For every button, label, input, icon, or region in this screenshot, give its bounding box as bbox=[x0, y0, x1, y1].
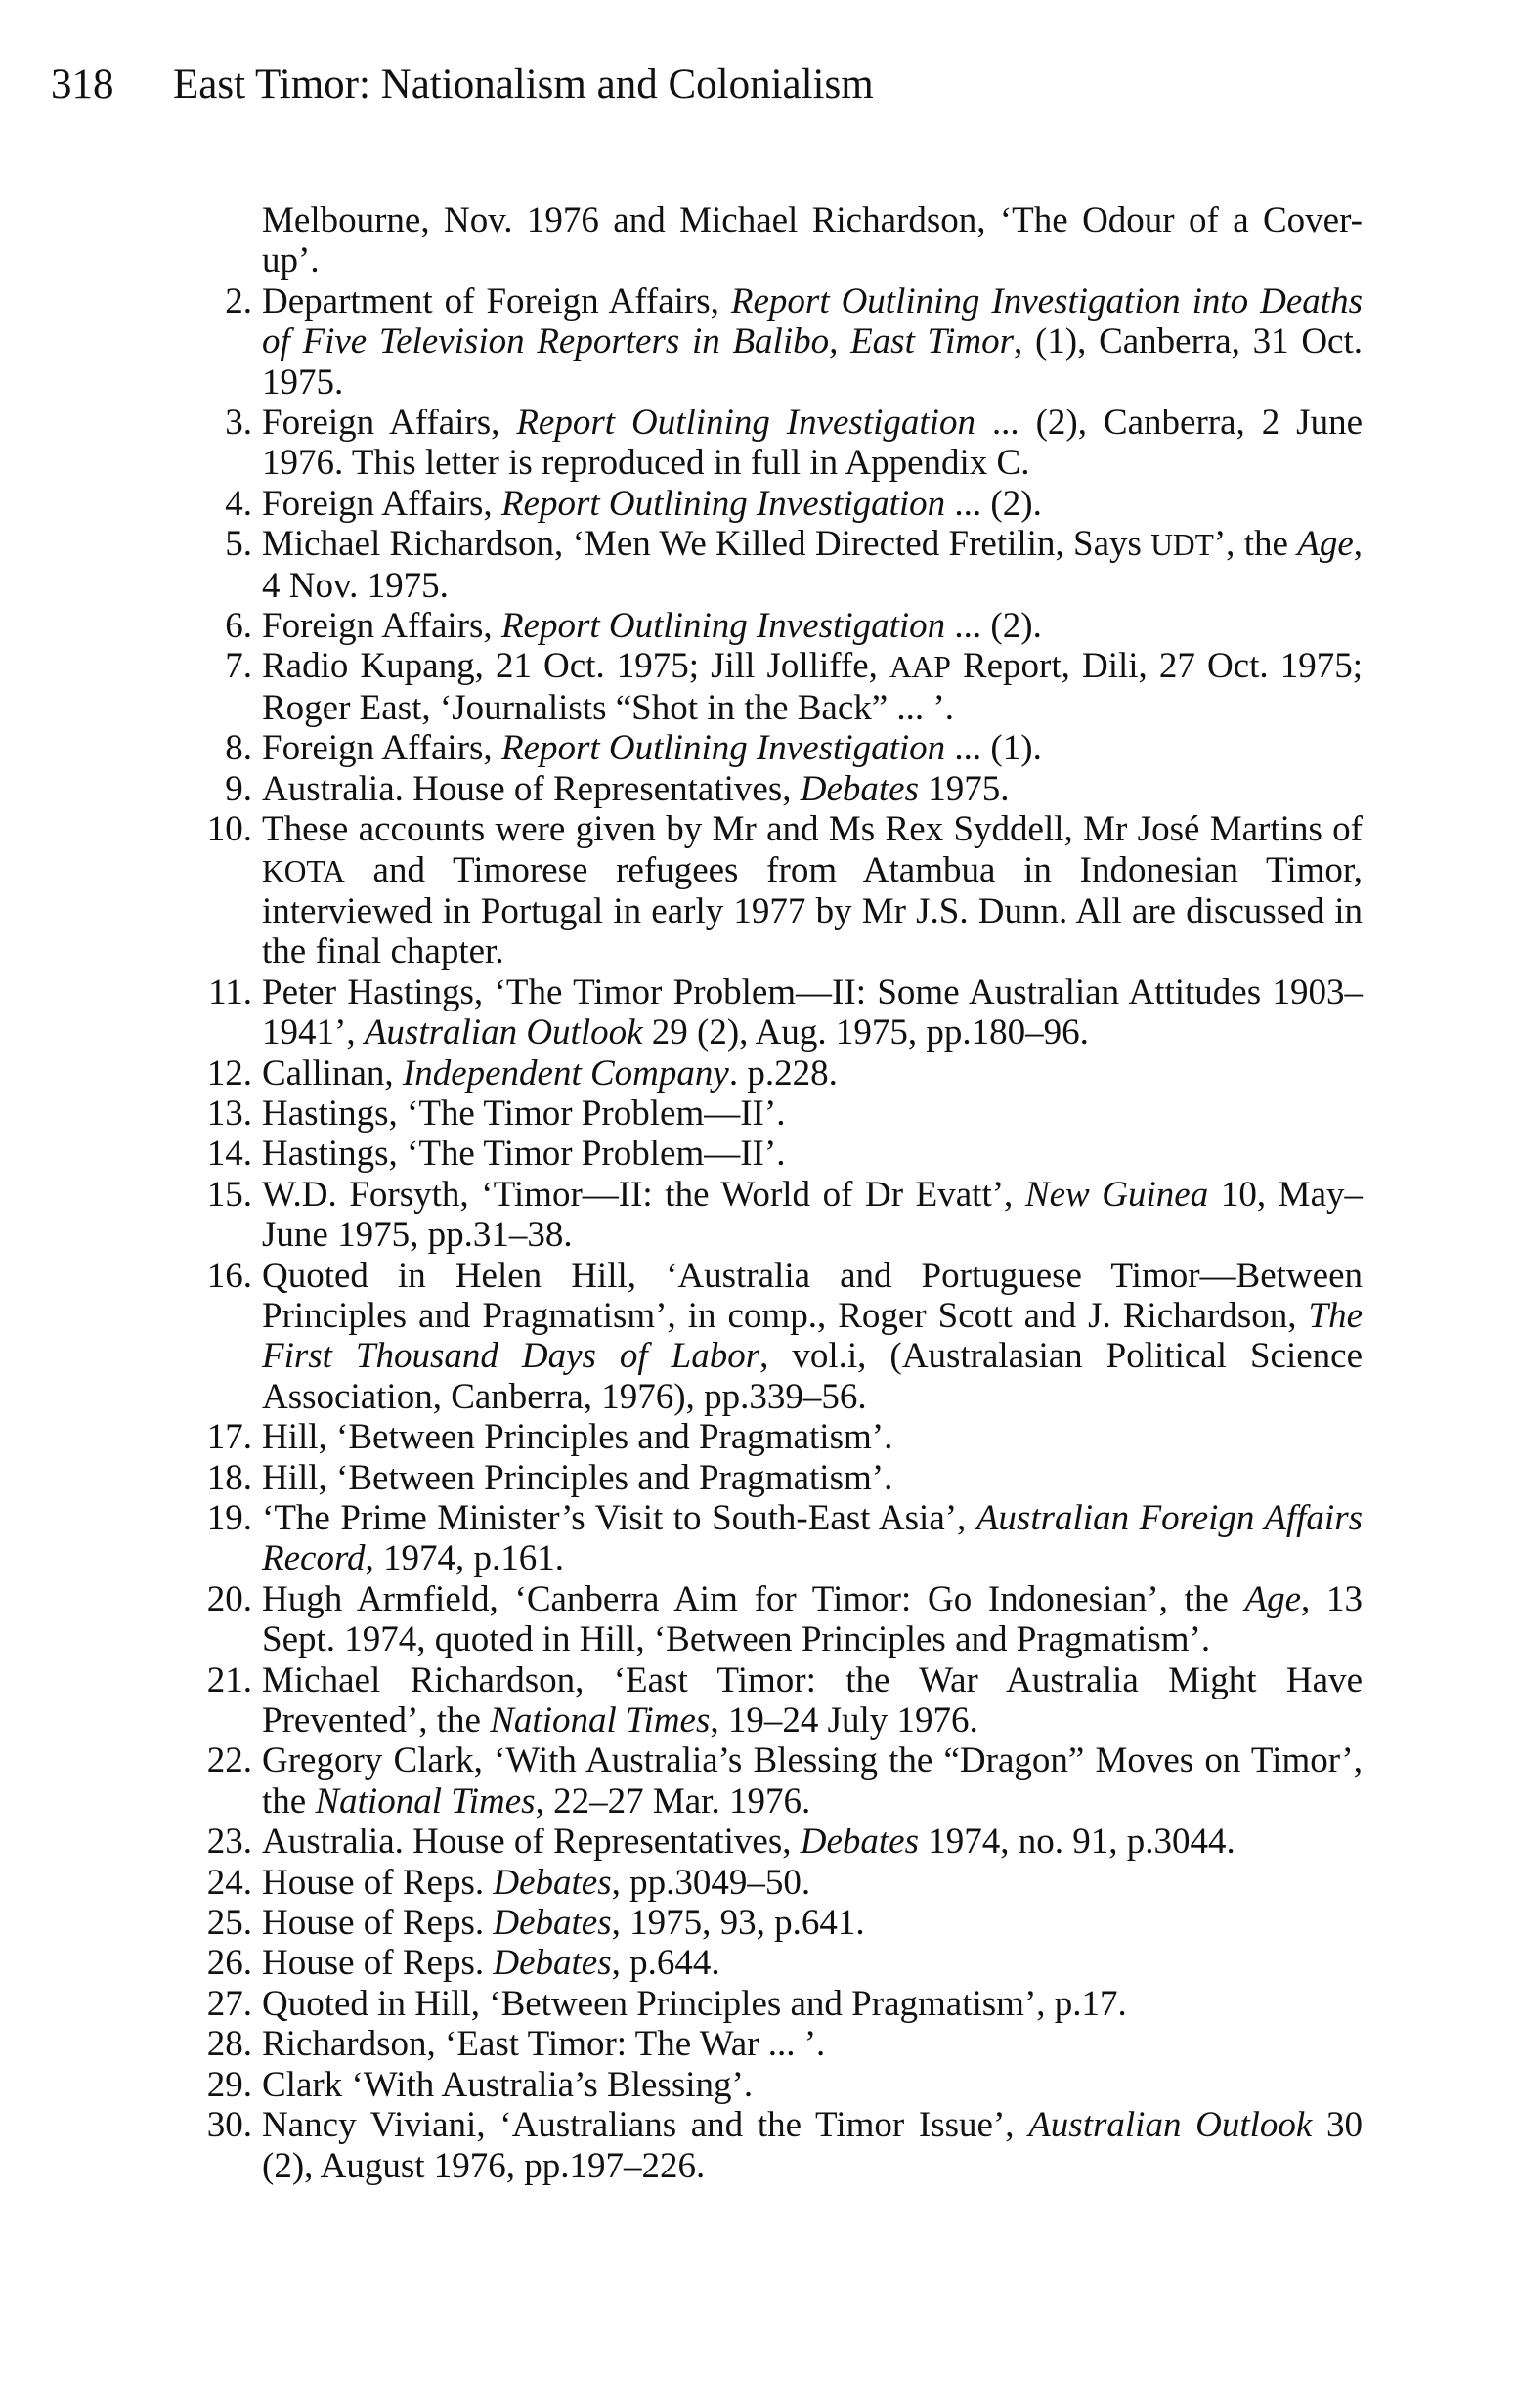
endnote-fragment: , vol.i, (Australasian Political Science Association, Canberra, 1976), pp.339–56. bbox=[262, 1336, 1363, 1417]
endnote-number: 5. bbox=[225, 524, 252, 565]
endnote-text bbox=[262, 1256, 1363, 1418]
endnote bbox=[137, 2024, 1363, 2064]
endnote-text bbox=[262, 1863, 1363, 1903]
endnote-fragment: 1974, no. 91, p.3044. bbox=[919, 1822, 1235, 1863]
endnote-fragment: These accounts were given by Mr and Ms Rex Syddell, Mr José Martins of bbox=[262, 809, 1363, 850]
italic-title: Australian Outlook bbox=[1028, 2105, 1313, 2146]
endnote-text bbox=[262, 1175, 1363, 1256]
italic-title: National Times bbox=[490, 1700, 711, 1742]
endnote-fragment: Department of Foreign Affairs, bbox=[262, 280, 731, 322]
endnote bbox=[137, 403, 1363, 484]
endnote-fragment: Australia. House of Representatives, bbox=[262, 1822, 801, 1863]
endnote-number: 18. bbox=[206, 1457, 252, 1498]
italic-title: Report Outlining Investigation bbox=[516, 403, 975, 444]
endnote-fragment: Quoted in Helen Hill, ‘Australia and Portuguese Timor—Between Principles and Pragmatism’, in comp., Roger Scott and J. Richardson, bbox=[262, 1255, 1363, 1336]
endnote-fragment: , 13 Sept. 1974, quoted in Hill, ‘Between Principles and Pragmatism’. bbox=[262, 1578, 1364, 1660]
endnote-fragment: , pp.3049–50. bbox=[611, 1862, 811, 1903]
endnote-fragment: AAP bbox=[889, 650, 951, 685]
endnote bbox=[137, 1741, 1363, 1822]
endnote bbox=[137, 1175, 1363, 1256]
endnote bbox=[137, 1134, 1363, 1174]
endnote-fragment: , 1975, 93, p.641. bbox=[611, 1903, 865, 1944]
endnote bbox=[137, 606, 1363, 646]
italic-title: Debates bbox=[493, 1862, 612, 1903]
endnote-fragment: 1975. bbox=[919, 768, 1010, 809]
endnote-fragment: Hill, ‘Between Principles and Pragmatism’. bbox=[262, 1457, 893, 1498]
endnote-number: 21. bbox=[206, 1659, 252, 1700]
running-title: East Timor: Nationalism and Colonialism bbox=[173, 62, 874, 108]
italic-title: Report Outlining Investigation bbox=[500, 728, 946, 769]
endnote-fragment: Hugh Armfield, ‘Canberra Aim for Timor: Go Indonesian’, the bbox=[262, 1578, 1245, 1619]
endnote-number: 14. bbox=[206, 1134, 252, 1175]
endnote-fragment: ... (1). bbox=[945, 728, 1042, 769]
endnote-text bbox=[262, 972, 1363, 1054]
endnote-text bbox=[262, 809, 1363, 972]
endnote-fragment: Quoted in Hill, ‘Between Principles and Pragmatism’, p.17. bbox=[262, 1983, 1127, 2024]
endnote-fragment: House of Reps. bbox=[262, 1903, 494, 1944]
endnote-number: 12. bbox=[206, 1053, 252, 1094]
endnote-number: 29. bbox=[206, 2064, 252, 2105]
endnote-fragment: Hastings, ‘The Timor Problem—II’. bbox=[262, 1093, 786, 1134]
endnote-text bbox=[262, 1094, 1363, 1134]
endnote-fragment: Melbourne, Nov. 1976 and Michael Richardson, ‘The Odour of a Cover-up’. bbox=[262, 200, 1363, 281]
endnote-text bbox=[262, 281, 1363, 403]
endnote bbox=[137, 524, 1363, 606]
endnote-number: 20. bbox=[206, 1578, 252, 1619]
endnote-text bbox=[262, 1741, 1363, 1822]
italic-title: Report Outlining Investigation bbox=[500, 483, 946, 524]
endnote-fragment: Report, Dili, 27 Oct. 1975; Roger East, ‘Journalists “Shot in the Back” ... ’. bbox=[262, 646, 1363, 728]
endnote-number: 16. bbox=[206, 1255, 252, 1296]
endnote bbox=[137, 1579, 1363, 1660]
endnote-fragment: 29 (2), Aug. 1975, pp.180–96. bbox=[642, 1012, 1089, 1054]
endnote-fragment: Michael Richardson, ‘Men We Killed Directed Fretilin, Says bbox=[262, 524, 1151, 565]
endnote bbox=[137, 769, 1363, 809]
endnote-fragment: ’, the bbox=[1213, 524, 1298, 565]
italic-title: Age bbox=[1244, 1578, 1302, 1619]
endnote bbox=[137, 1822, 1363, 1862]
endnote-number: 25. bbox=[206, 1903, 252, 1944]
endnote-fragment: House of Reps. bbox=[262, 1943, 494, 1984]
endnote-number: 28. bbox=[206, 2024, 252, 2065]
endnote-number: 11. bbox=[208, 971, 252, 1012]
italic-title: Australian Outlook bbox=[364, 1012, 643, 1054]
endnote bbox=[137, 1943, 1363, 1983]
endnote bbox=[137, 281, 1363, 403]
endnote-text bbox=[262, 1134, 1363, 1174]
endnote-text bbox=[262, 606, 1363, 646]
italic-title: Age bbox=[1297, 524, 1354, 565]
endnote-text bbox=[262, 484, 1363, 524]
endnote-number: 17. bbox=[206, 1417, 252, 1458]
endnote-text bbox=[262, 646, 1363, 728]
endnote-fragment: , p.644. bbox=[611, 1943, 720, 1984]
endnote-fragment: Clark ‘With Australia’s Blessing’. bbox=[262, 2064, 754, 2105]
endnote-text bbox=[262, 1498, 1363, 1579]
endnote-number: 19. bbox=[206, 1498, 252, 1538]
endnote-fragment: . p.228. bbox=[728, 1053, 838, 1094]
endnote-fragment: Callinan, bbox=[262, 1053, 403, 1094]
endnote-fragment: ‘The Prime Minister’s Visit to South-East Asia’, bbox=[262, 1498, 976, 1538]
endnote-fragment: Australia. House of Representatives, bbox=[262, 768, 801, 809]
endnote-fragment: 10, May–June 1975, pp.31–38. bbox=[262, 1174, 1363, 1256]
endnote-fragment: Hill, ‘Between Principles and Pragmatism’. bbox=[262, 1417, 893, 1458]
endnote-fragment: Michael Richardson, ‘East Timor: the War Australia Might Have Prevented’, the bbox=[262, 1659, 1363, 1742]
endnote-number: 7. bbox=[225, 646, 252, 687]
page-number: 318 bbox=[51, 62, 114, 108]
endnote-text bbox=[262, 1903, 1363, 1943]
endnote bbox=[137, 972, 1363, 1054]
endnote bbox=[137, 1984, 1363, 2024]
endnote-text bbox=[262, 1054, 1363, 1094]
endnote bbox=[137, 1863, 1363, 1903]
endnote-text bbox=[262, 728, 1363, 768]
endnote-fragment: , 19–24 July 1976. bbox=[710, 1700, 978, 1742]
endnote-number: 3. bbox=[225, 403, 252, 444]
running-head bbox=[51, 59, 874, 111]
endnote-text bbox=[262, 1660, 1363, 1742]
endnote bbox=[137, 484, 1363, 524]
endnote-fragment: Richardson, ‘East Timor: The War ... ’. bbox=[262, 2024, 826, 2065]
endnote bbox=[137, 1094, 1363, 1134]
endnote bbox=[137, 1417, 1363, 1457]
endnote-fragment: ... (2). bbox=[945, 483, 1042, 524]
italic-title: Report Outlining Investigation bbox=[500, 606, 946, 647]
endnote-fragment: Foreign Affairs, bbox=[262, 728, 501, 769]
italic-title: Australian Foreign Affairs Record bbox=[262, 1498, 1363, 1579]
endnote-number: 26. bbox=[206, 1943, 252, 1984]
endnote bbox=[137, 1458, 1363, 1498]
endnote-fragment: , 1974, p.161. bbox=[365, 1538, 564, 1579]
italic-title: Debates bbox=[493, 1903, 612, 1944]
endnote-number: 23. bbox=[206, 1822, 252, 1863]
endnote-fragment: and Timorese refugees from Atambua in Indonesian Timor, interviewed in Portugal in early 1977 by Mr J.S. Dunn. All are discussed in the final chapter. bbox=[262, 849, 1363, 972]
endnote-fragment: Nancy Viviani, ‘Australians and the Timor Issue’, bbox=[262, 2105, 1029, 2146]
endnote-number: 6. bbox=[225, 606, 252, 647]
endnote-fragment: Gregory Clark, ‘With Australia’s Blessing the “Dragon” Moves on Timor’, the bbox=[262, 1741, 1363, 1822]
endnote bbox=[137, 1660, 1363, 1742]
endnote bbox=[137, 2105, 1363, 2186]
endnote-text bbox=[262, 2024, 1363, 2064]
endnote-fragment: ... (2). bbox=[945, 606, 1042, 647]
endnote-number: 15. bbox=[206, 1174, 252, 1215]
endnote-number: 10. bbox=[206, 809, 252, 850]
endnote-fragment: W.D. Forsyth, ‘Timor—II: the World of Dr Evatt’, bbox=[262, 1174, 1025, 1215]
endnote-number: 9. bbox=[225, 768, 252, 809]
endnote bbox=[137, 1054, 1363, 1094]
endnote-text bbox=[262, 524, 1363, 606]
endnote bbox=[137, 809, 1363, 972]
endnote-number: 30. bbox=[206, 2105, 252, 2146]
italic-title: National Times bbox=[315, 1781, 536, 1822]
endnote-fragment: Radio Kupang, 21 Oct. 1975; Jill Jolliffe, bbox=[262, 646, 889, 687]
endnote-number: 24. bbox=[206, 1862, 252, 1903]
endnote-text bbox=[262, 403, 1363, 484]
endnote-text bbox=[262, 2105, 1363, 2186]
endnote bbox=[137, 2065, 1363, 2105]
endnote bbox=[137, 728, 1363, 768]
endnote-fragment: , 22–27 Mar. 1976. bbox=[535, 1781, 811, 1822]
endnote bbox=[137, 1256, 1363, 1418]
endnote-fragment: ... (2), Canberra, 2 June 1976. This letter is reproduced in full in Appendix C. bbox=[262, 403, 1363, 484]
italic-title: Debates bbox=[800, 768, 919, 809]
endnote-fragment: House of Reps. bbox=[262, 1862, 494, 1903]
endnote-text bbox=[262, 769, 1363, 809]
endnote-number: 22. bbox=[206, 1741, 252, 1782]
endnote-number: 13. bbox=[206, 1093, 252, 1134]
endnote-text bbox=[262, 1822, 1363, 1862]
endnote-text bbox=[262, 1984, 1363, 2024]
endnote-fragment: UDT bbox=[1150, 528, 1214, 563]
endnote bbox=[137, 1903, 1363, 1943]
endnote-number: 27. bbox=[206, 1983, 252, 2024]
endnote-number: 4. bbox=[225, 483, 252, 524]
italic-title: Independent Company bbox=[402, 1053, 729, 1094]
italic-title: Debates bbox=[493, 1943, 612, 1984]
endnote-text bbox=[262, 1579, 1363, 1660]
endnote-number: 2. bbox=[225, 280, 252, 322]
italic-title: New Guinea bbox=[1024, 1174, 1209, 1215]
endnote-fragment: Foreign Affairs, bbox=[262, 483, 501, 524]
italic-title: Report Outlining Investigation into Deaths of Five Television Reporters in Balibo, East Timor bbox=[262, 280, 1363, 363]
endnote-number: 8. bbox=[225, 728, 252, 769]
endnote bbox=[137, 200, 1363, 281]
endnote-fragment: Foreign Affairs, bbox=[262, 403, 517, 444]
endnote-fragment: , (1), Canberra, 31 Oct. 1975. bbox=[262, 322, 1363, 403]
endnote bbox=[137, 1498, 1363, 1579]
endnote-fragment: Hastings, ‘The Timor Problem—II’. bbox=[262, 1134, 786, 1175]
endnote-text bbox=[262, 1417, 1363, 1457]
endnote-fragment: , 4 Nov. 1975. bbox=[262, 524, 1364, 606]
endnote-text bbox=[262, 1943, 1363, 1983]
endnote-fragment: KOTA bbox=[262, 853, 345, 888]
endnotes-list bbox=[137, 200, 1363, 2186]
endnote-text bbox=[262, 200, 1363, 281]
endnote bbox=[137, 646, 1363, 728]
italic-title: Debates bbox=[800, 1822, 919, 1863]
italic-title: The First Thousand Days of Labor bbox=[262, 1295, 1363, 1377]
endnote-fragment: Peter Hastings, ‘The Timor Problem—II: Some Australian Attitudes 1903–1941’, bbox=[262, 971, 1363, 1054]
endnote-fragment: 30 (2), August 1976, pp.197–226. bbox=[262, 2105, 1363, 2186]
endnote-text bbox=[262, 2065, 1363, 2105]
endnote-text bbox=[262, 1458, 1363, 1498]
endnote-fragment: Foreign Affairs, bbox=[262, 606, 501, 647]
